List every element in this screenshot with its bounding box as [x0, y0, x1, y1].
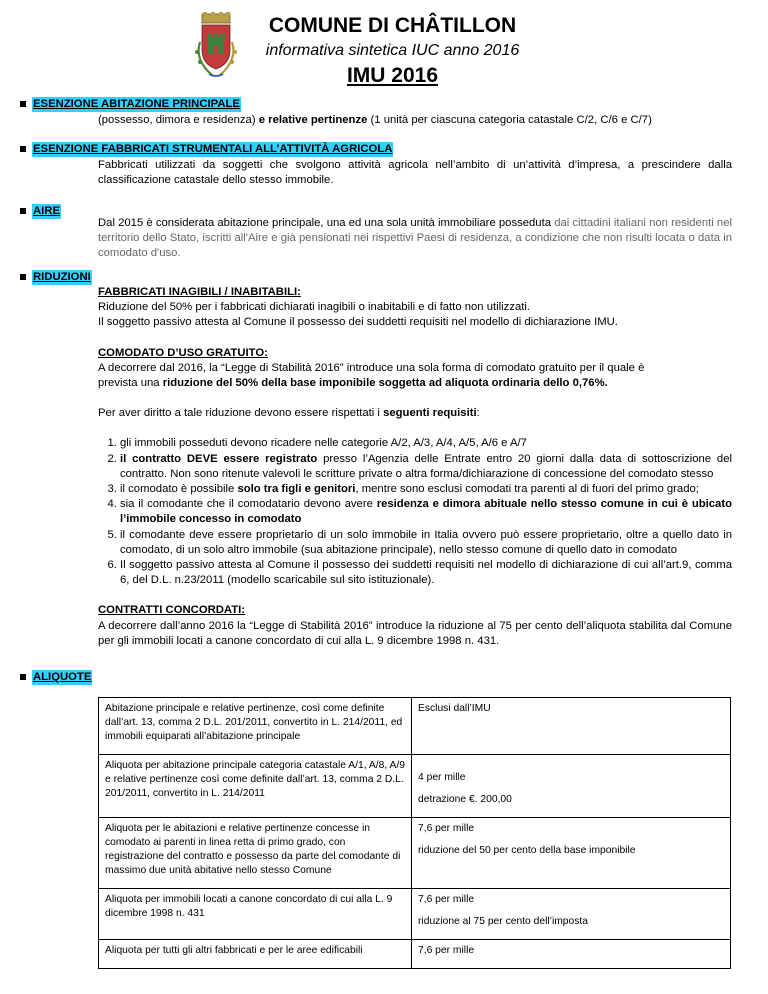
list-item: 5. il comodante deve essere proprietario di un solo immobile in Italia ovvero può essere proprietario, oltre a quello dato in comodato, di un solo altro immobile (sua abitazione principale), nello stesso comune di quello dato in comodato: [120, 528, 732, 558]
bullet-icon: [20, 101, 26, 107]
section-heading: RIDUZIONI: [32, 270, 92, 285]
bullet-icon: [20, 146, 26, 152]
rate-description: Aliquota per abitazione principale categoria catastale A/1, A/8, A/9 e relative pertinenze così come definite dall’art. 13, comma 2 D.L. 201/2011, convertito in L. 214/2011: [99, 755, 412, 818]
body-text: Dal 2015 è considerata abitazione principale, una ed una sola unità immobiliare posseduta: [98, 217, 552, 229]
list-item: 4. sia il comodante che il comodatario devono avere residenza e dimora abituale nello stesso comune in cui è ubicato l’immobile concesso in comodato: [120, 497, 732, 527]
list-item: 1. gli immobili posseduti devono ricadere nelle categorie A/2, A/3, A/4, A/5, A/6 e A/7: [120, 436, 732, 451]
body-text: (possesso, dimora e residenza): [98, 114, 256, 126]
bullet-icon: [20, 208, 26, 214]
section-aire: [20, 204, 732, 264]
subheading-inagibili: FABBRICATI INAGIBILI / INABITABILI:: [98, 286, 301, 298]
rate-value: 7,6 per mille riduzione del 50 per cento della base imponibile: [412, 818, 731, 889]
document-title: COMUNE DI CHÂTILLON: [268, 14, 517, 37]
document-subtitle: informativa sintetica IUC anno 2016: [265, 42, 520, 59]
rate-description: Abitazione principale e relative pertinenze, così come definite dall’art. 13, comma 2 D.L. 201/2011, convertito in L. 214/2011, ed immobili equiparati all’abitazione principale: [99, 698, 412, 755]
body-text: dai cittadini italiani non residenti nel territorio dello Stato, iscritti all'Aire e già pensionati nei rispettivi Paesi di residenza, a condizione che non risulti locata o data in comodato d'uso.: [98, 217, 733, 260]
rate-value: 4 per mille detrazione €. 200,00: [412, 755, 731, 818]
section-riduzioni: [20, 270, 732, 670]
subheading-concordati: CONTRATTI CONCORDATI:: [98, 604, 246, 617]
section-body: [98, 216, 732, 262]
body-text: A decorrere dal 2016, la “Legge di Stabilità 2016” introduce una sola forma di comodato gratuito per il quale è: [98, 361, 645, 374]
body-text: Il soggetto passivo attesta al Comune il possesso dei suddetti requisiti nel modello di dichiarazione IMU.: [98, 316, 618, 329]
requirements-intro: Per aver diritto a tale riduzione devono essere rispettati i seguenti requisiti:: [98, 407, 480, 420]
section-esenzione-abitazione: [20, 97, 732, 129]
body-text: A decorrere dall’anno 2016 la “Legge di Stabilità 2016” introduce la riduzione al 75 per cento dell’aliquota stabilita dal Comune per gli immobili locati a canone concordato di cui alla L. 9 dicembre 1998 n. 431.: [98, 619, 732, 647]
section-heading: ESENZIONE FABBRICATI STRUMENTALI ALL’ATTIVITÀ AGRICOLA: [32, 142, 393, 157]
rate-description: Aliquota per immobili locati a canone concordato di cui alla L. 9 dicembre 1998 n. 431: [99, 889, 412, 940]
section-esenzione-agricola: [20, 142, 732, 190]
table-row: [99, 889, 731, 940]
table-row: [99, 818, 731, 889]
tax-heading: IMU 2016: [346, 64, 439, 87]
rate-value: Esclusi dall’IMU: [412, 698, 731, 755]
section-aliquote: [20, 670, 732, 688]
section-body: [98, 113, 732, 128]
section-body: [98, 285, 732, 649]
rate-value: 7,6 per mille riduzione al 75 per cento dell’imposta: [412, 889, 731, 940]
table-row: [99, 698, 731, 755]
list-item: 3. il comodato è possibile solo tra figli e genitori, mentre sono esclusi comodati tra parenti al di fuori del primo grado;: [120, 482, 732, 497]
section-heading: ALIQUOTE: [32, 670, 92, 685]
section-body: Fabbricati utilizzati da soggetti che svolgono attività agricola nell’ambito di un’attività d’impresa, a prescindere dalla classificazione catastale dello stesso immobile.: [98, 159, 732, 187]
body-text-bold: e relative pertinenze: [258, 114, 368, 126]
bullet-icon: [20, 274, 26, 280]
section-heading: AIRE: [32, 204, 61, 219]
list-item: 6. Il soggetto passivo attesta al Comune il possesso dei suddetti requisiti nel modello di dichiarazione di cui all’art.9, comma 6, del D.L. n.23/2011 (modello scaricabile sul sito istituzionale).: [120, 558, 732, 588]
requirements-list: [98, 436, 732, 588]
bullet-icon: [20, 674, 26, 680]
list-item: 2. il contratto DEVE essere registrato presso l’Agenzia delle Entrate entro 20 giorni dalla data di sottoscrizione del contratto. Non sono ritenute valevoli le scritture private o altra forma/dichiarazione di concessione del comodato stesso: [120, 452, 732, 482]
body-text: (1 unità per ciascuna categoria catastale C/2, C/6 e C/7): [370, 114, 652, 126]
table-row: [99, 940, 731, 969]
rate-description: Aliquota per tutti gli altri fabbricati e per le aree edificabili: [99, 940, 412, 969]
rate-value: 7,6 per mille: [412, 940, 731, 969]
subheading-comodato: COMODATO D’USO GRATUITO:: [98, 346, 268, 359]
rate-description: Aliquota per le abitazioni e relative pertinenze concesse in comodato ai parenti in linea retta di primo grado, con registrazione del contratto e possesso da parte del comodante di massimo due unità abitative nello stesso Comune: [99, 818, 412, 889]
body-text: prevista una riduzione del 50% della base imponibile soggetta ad aliquota ordinaria dello 0,76%.: [98, 377, 608, 390]
coat-of-arms-icon: [191, 12, 241, 80]
table-row: [99, 755, 731, 818]
rates-table: [98, 697, 731, 969]
section-heading: ESENZIONE ABITAZIONE PRINCIPALE: [32, 97, 241, 112]
body-text: Riduzione del 50% per i fabbricati dichiarati inagibili o inabitabili e di fatto non utilizzati.: [98, 301, 531, 314]
